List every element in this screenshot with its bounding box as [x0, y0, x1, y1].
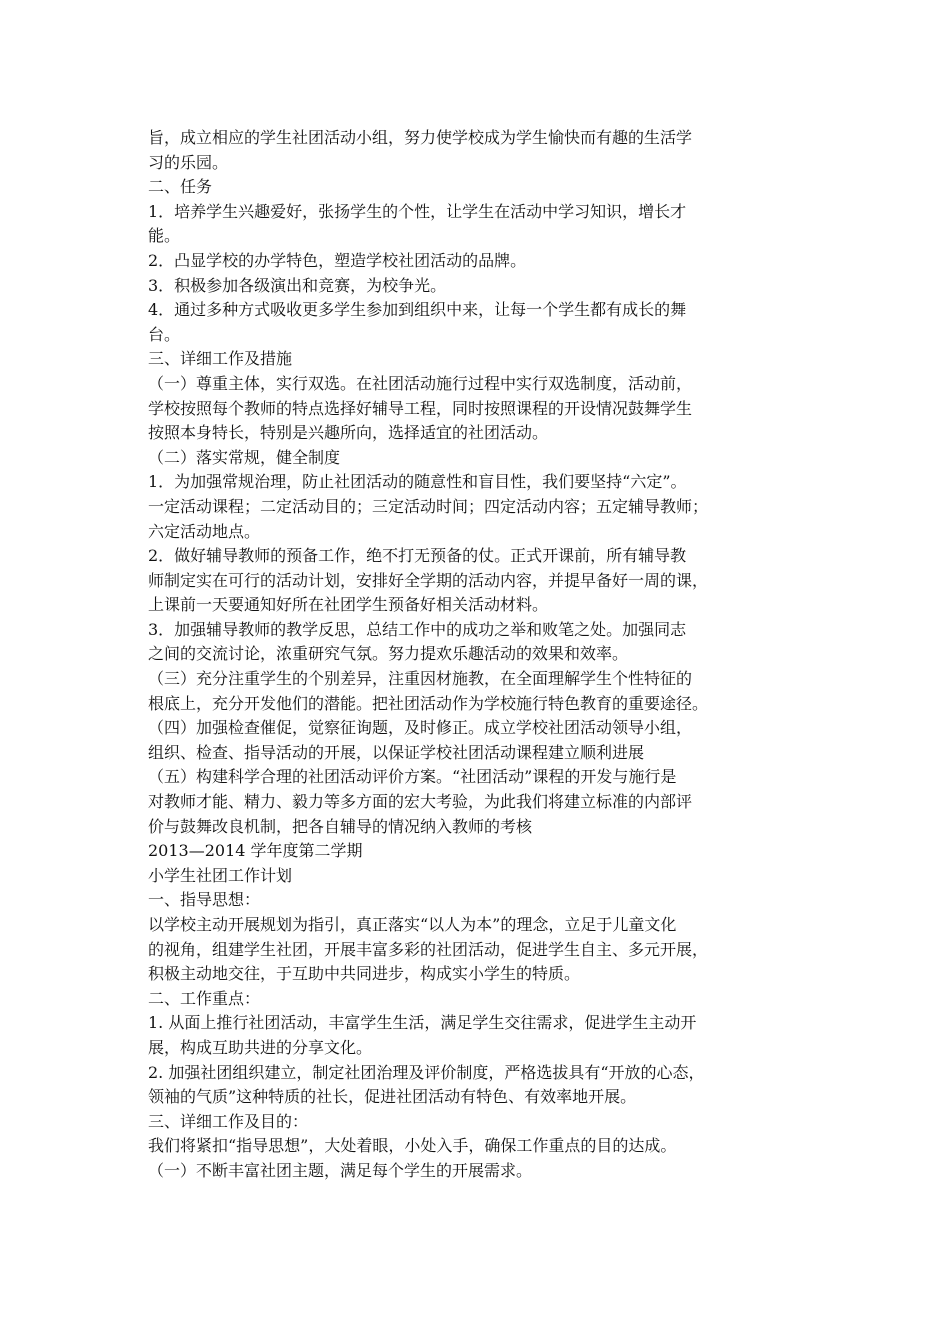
text-line: 2．凸显学校的办学特色，塑造学校社团活动的品牌。 — [148, 250, 527, 270]
section-heading: 二、工作重点： — [148, 988, 261, 1008]
text-line: 3．加强辅导教师的教学反思，总结工作中的成功之举和败笔之处。加强同志 — [148, 619, 687, 639]
text-line: 师制定实在可行的活动计划，安排好全学期的活动内容，并提早备好一周的课， — [148, 570, 709, 590]
text-line: 的视角，组建学生社团，开展丰富多彩的社团活动，促进学生自主、多元开展， — [148, 939, 709, 959]
text-line: （五）构建科学合理的社团活动评价方案。“社团活动”课程的开发与施行是 — [148, 767, 677, 787]
document-body — [148, 126, 820, 1184]
section-heading: 二、任务 — [148, 177, 213, 197]
text-line: 以学校主动开展规划为指引，真正落实“以人为本”的理念，立足于儿童文化 — [148, 915, 677, 934]
text-line: 1．培养学生兴趣爱好，张扬学生的个性，让学生在活动中学习知识，增长才 — [148, 201, 687, 221]
section-heading: 一、指导思想： — [148, 890, 261, 910]
text-line: 一定活动课程；二定活动目的；三定活动时间；四定活动内容；五定辅导教师； — [148, 496, 709, 516]
term-label: 2013—2014 学年度第二学期 — [148, 841, 363, 861]
text-line: 学校按照每个教师的特点选择好辅导工程，同时按照课程的开设情况鼓舞学生 — [148, 398, 693, 418]
section-heading: 三、详细工作及措施 — [148, 349, 293, 369]
text-line: 2. 加强社团组织建立，制定社团治理及评价制度，严格选拔具有“开放的心态， — [148, 1062, 705, 1082]
text-line: 对教师才能、精力、毅力等多方面的宏大考验，为此我们将建立标准的内部评 — [148, 792, 693, 812]
text-line: 上课前一天要通知好所在社团学生预备好相关活动材料。 — [148, 595, 549, 615]
text-line: 领袖的气质”这种特质的社长，促进社团活动有特色、有效率地开展。 — [148, 1087, 637, 1107]
text-line: 根底上，充分开发他们的潜能。把社团活动作为学校施行特色教育的重要途径。 — [148, 693, 709, 713]
text-line: 习的乐园。 — [148, 152, 229, 172]
text-line: 积极主动地交往，于互助中共同进步，构成实小学生的特质。 — [148, 964, 581, 984]
subsection-heading: （二）落实常规，健全制度 — [148, 447, 341, 467]
text-line: 台。 — [148, 324, 181, 344]
text-line: 旨，成立相应的学生社团活动小组，努力使学校成为学生愉快而有趣的生活学 — [148, 128, 693, 147]
text-line: 组织、检查、指导活动的开展，以保证学校社团活动课程建立顺利进展 — [148, 742, 645, 762]
text-line: （四）加强检查催促，觉察征询题，及时修正。成立学校社团活动领导小组， — [148, 718, 693, 738]
text-line: 3．积极参加各级演出和竞赛，为校争光。 — [148, 275, 447, 295]
text-line: （一）尊重主体，实行双选。在社团活动施行过程中实行双选制度，活动前， — [148, 373, 693, 393]
section-heading: 三、详细工作及目的： — [148, 1111, 309, 1131]
text-line: 1．为加强常规治理，防止社团活动的随意性和盲目性，我们要坚持“六定”。 — [148, 472, 687, 492]
text-line: 能。 — [148, 226, 181, 246]
text-line: 展，构成互助共进的分享文化。 — [148, 1037, 373, 1057]
text-line: 4．通过多种方式吸收更多学生参加到组织中来，让每一个学生都有成长的舞 — [148, 300, 687, 320]
text-line: 按照本身特长，特别是兴趣所向，选择适宜的社团活动。 — [148, 423, 549, 443]
text-line: 之间的交流讨论，浓重研究气氛。努力提欢乐趣活动的效果和效率。 — [148, 644, 629, 664]
document-title: 小学生社团工作计划 — [148, 865, 293, 885]
text-line: 2．做好辅导教师的预备工作，绝不打无预备的仗。正式开课前，所有辅导教 — [148, 546, 687, 566]
text-line: 价与鼓舞改良机制，把各自辅导的情况纳入教师的考核 — [148, 816, 533, 836]
text-line: （三）充分注重学生的个别差异，注重因材施教，在全面理解学生个性特征的 — [148, 669, 693, 689]
text-line: 1. 从面上推行社团活动，丰富学生生活，满足学生交往需求，促进学生主动开 — [148, 1013, 697, 1033]
subsection-heading: （一）不断丰富社团主题，满足每个学生的开展需求。 — [148, 1160, 533, 1180]
text-line: 六定活动地点。 — [148, 521, 261, 541]
text-line: 我们将紧扣“指导思想”，大处着眼，小处入手，确保工作重点的目的达成。 — [148, 1136, 677, 1156]
